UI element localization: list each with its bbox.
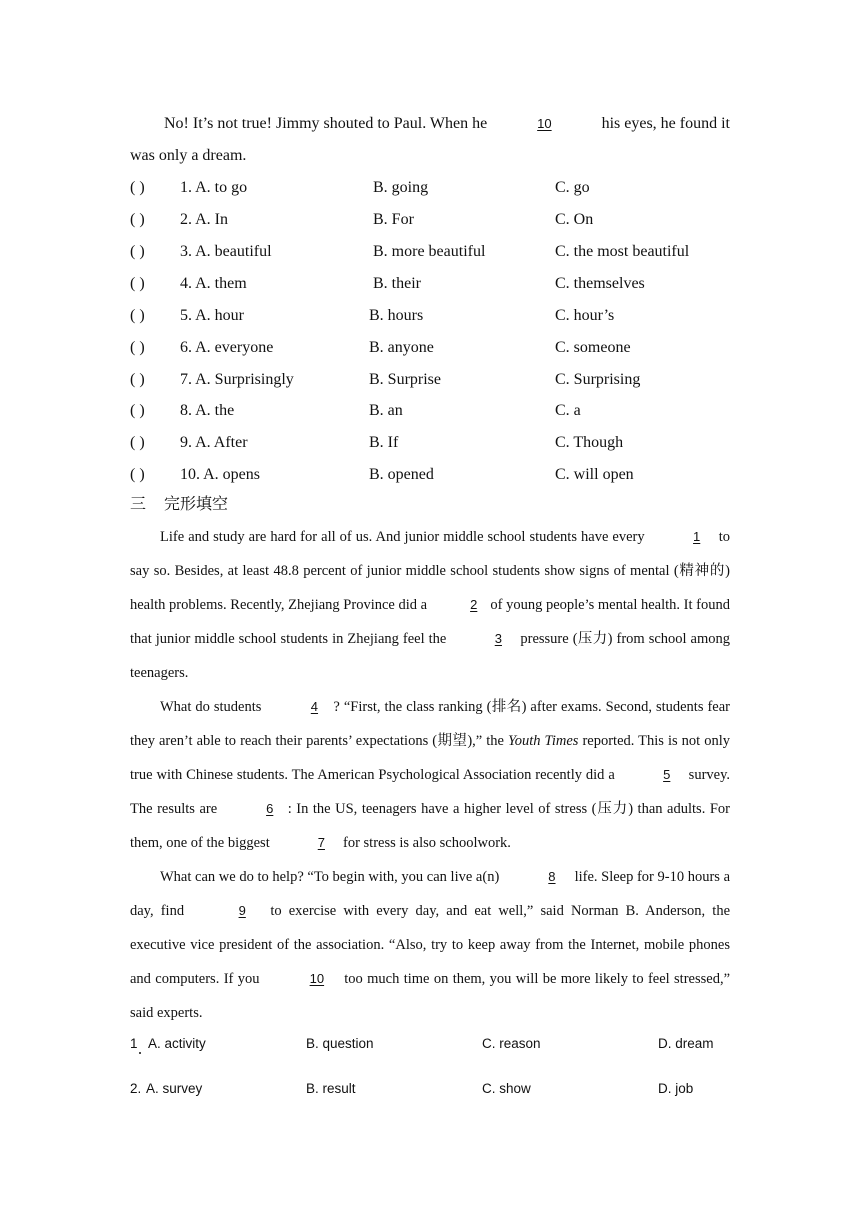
option-c[interactable]: C. reason bbox=[482, 1036, 541, 1051]
cloze-paragraph-2 bbox=[130, 690, 730, 860]
option-a: 10. A. opens bbox=[180, 466, 260, 483]
answer-bracket[interactable]: ( ) bbox=[130, 371, 145, 388]
paragraph-text: What can we do to help? “To begin with, you can live a(n) bbox=[160, 869, 500, 885]
cloze-blank-8[interactable]: 8 bbox=[548, 869, 556, 884]
option-c: C. someone bbox=[555, 339, 631, 356]
cloze-blank-6[interactable]: 6 bbox=[266, 801, 274, 816]
paragraph-text: of young people’s mental health. It found that junior middle school students in Zhejiang feel the bbox=[130, 597, 731, 647]
answer-bracket[interactable]: ( ) bbox=[130, 339, 145, 356]
option-d[interactable]: D. job bbox=[658, 1081, 694, 1096]
paragraph-text: What do students bbox=[160, 699, 262, 715]
option-b: B. going bbox=[373, 179, 429, 196]
answer-bracket[interactable]: ( ) bbox=[130, 466, 145, 483]
cloze-blank-5[interactable]: 5 bbox=[663, 767, 671, 782]
option-b: B. Surprise bbox=[369, 371, 441, 388]
mc-question bbox=[130, 427, 750, 459]
paragraph-text: reported. This is not only true with Chinese students. The American Psychological Association recently did a bbox=[130, 733, 731, 783]
option-b[interactable]: B. question bbox=[306, 1036, 374, 1051]
option-b[interactable]: B. result bbox=[306, 1081, 356, 1096]
option-c[interactable]: C. show bbox=[482, 1081, 531, 1096]
option-a: 5. A. hour bbox=[180, 307, 244, 324]
paragraph-text: pressure (压力) from school among teenagers. bbox=[130, 631, 731, 681]
cloze-blank-2[interactable]: 2 bbox=[470, 597, 478, 612]
paragraph-text: ? “First, the class ranking (排名) after exams. Second, students fear they aren’t able to reach their parents’ expectations (期望),” the bbox=[130, 699, 730, 749]
option-a: 3. A. beautiful bbox=[180, 243, 272, 260]
answer-bracket[interactable]: ( ) bbox=[130, 179, 145, 196]
answer-bracket[interactable]: ( ) bbox=[130, 275, 145, 292]
option-c: C. themselves bbox=[555, 275, 645, 292]
option-a: 7. A. Surprisingly bbox=[180, 371, 294, 388]
section-heading bbox=[130, 490, 228, 518]
cloze-blank-10[interactable]: 10 bbox=[309, 971, 325, 986]
option-a: 9. A. After bbox=[180, 434, 248, 451]
section-number: 三 bbox=[130, 494, 147, 513]
option-b: B. anyone bbox=[369, 339, 434, 356]
option-a: 1. A. to go bbox=[180, 179, 248, 196]
option-c: C. will open bbox=[555, 466, 634, 483]
option-row-2 bbox=[130, 1077, 770, 1101]
cloze-blank-9[interactable]: 9 bbox=[238, 903, 246, 918]
passage-line-2: was only a dream. bbox=[130, 147, 247, 164]
option-row-1 bbox=[130, 1032, 770, 1056]
option-b: B. If bbox=[369, 434, 399, 451]
answer-bracket[interactable]: ( ) bbox=[130, 307, 145, 324]
mc-question bbox=[130, 300, 750, 332]
option-b: B. their bbox=[373, 275, 421, 292]
cloze-passage bbox=[130, 520, 730, 1030]
mc-question bbox=[130, 364, 750, 396]
option-c: C. On bbox=[555, 211, 594, 228]
passage-line-1 bbox=[130, 108, 730, 140]
option-number: 2. bbox=[130, 1081, 142, 1096]
option-b: B. opened bbox=[369, 466, 434, 483]
option-d[interactable]: D. dream bbox=[658, 1036, 714, 1051]
cloze-paragraph-3 bbox=[130, 860, 730, 1030]
option-b: B. more beautiful bbox=[373, 243, 486, 260]
blank-10: 10 bbox=[537, 116, 552, 131]
paragraph-text: survey. The results are bbox=[130, 767, 731, 817]
paragraph-text: for stress is also schoolwork. bbox=[342, 835, 511, 851]
answer-bracket[interactable]: ( ) bbox=[130, 211, 145, 228]
option-a[interactable]: A. activity bbox=[148, 1036, 206, 1051]
cloze-paragraph-1 bbox=[130, 520, 730, 690]
paragraph-text: too much time on them, you will be more likely to feel stressed,” said experts. bbox=[130, 971, 731, 1021]
mc-question bbox=[130, 459, 750, 491]
mc-question bbox=[130, 395, 750, 427]
option-a: 2. A. In bbox=[180, 211, 228, 228]
list-marker-dot bbox=[139, 1052, 141, 1054]
passage-text: No! It’s not true! Jimmy shouted to Paul. When he bbox=[164, 115, 488, 132]
option-c: C. go bbox=[555, 179, 590, 196]
paragraph-text: to say so. Besides, at least 48.8 percent of junior middle school students show signs of mental (精神的) health problems. Recently, Zhejiang Province did a bbox=[130, 529, 730, 613]
option-c: C. the most beautiful bbox=[555, 243, 690, 260]
cloze-blank-4[interactable]: 4 bbox=[310, 699, 319, 714]
paragraph-text: : In the US, teenagers have a higher level of stress (压力) than adults. For them, one of the biggest bbox=[130, 801, 730, 851]
option-c: C. Surprising bbox=[555, 371, 641, 388]
cloze-blank-7[interactable]: 7 bbox=[317, 835, 325, 850]
option-number: 1 bbox=[130, 1036, 138, 1051]
option-c: C. hour’s bbox=[555, 307, 615, 324]
paragraph-text: to exercise with every day, and eat well,” said Norman B. Anderson, the executive vice president of the association. “Also, try to keep away from the Internet, mobile phones and computers. If you bbox=[130, 903, 731, 987]
option-a: 8. A. the bbox=[180, 402, 235, 419]
answer-bracket[interactable]: ( ) bbox=[130, 434, 145, 451]
option-a[interactable]: A. survey bbox=[146, 1081, 203, 1096]
option-c: C. a bbox=[555, 402, 581, 419]
cloze-blank-3[interactable]: 3 bbox=[494, 631, 502, 646]
mc-question bbox=[130, 268, 750, 300]
option-c: C. Though bbox=[555, 434, 624, 451]
answer-bracket[interactable]: ( ) bbox=[130, 243, 145, 260]
mc-question bbox=[130, 204, 750, 236]
section-title: 完形填空 bbox=[164, 494, 229, 513]
option-b: B. hours bbox=[369, 307, 424, 324]
mc-question bbox=[130, 236, 750, 268]
publication-name: Youth Times bbox=[508, 733, 579, 749]
passage-text: his eyes, he found it bbox=[601, 115, 730, 132]
mc-question bbox=[130, 332, 750, 364]
option-a: 6. A. everyone bbox=[180, 339, 274, 356]
option-b: B. For bbox=[373, 211, 414, 228]
cloze-blank-1[interactable]: 1 bbox=[693, 529, 701, 544]
option-a: 4. A. them bbox=[180, 275, 247, 292]
option-b: B. an bbox=[369, 402, 403, 419]
paragraph-text: Life and study are hard for all of us. And junior middle school students have every bbox=[160, 529, 645, 545]
mc-question bbox=[130, 172, 750, 204]
answer-bracket[interactable]: ( ) bbox=[130, 402, 145, 419]
paragraph-text: life. Sleep for 9-10 hours a day, find bbox=[130, 869, 731, 919]
